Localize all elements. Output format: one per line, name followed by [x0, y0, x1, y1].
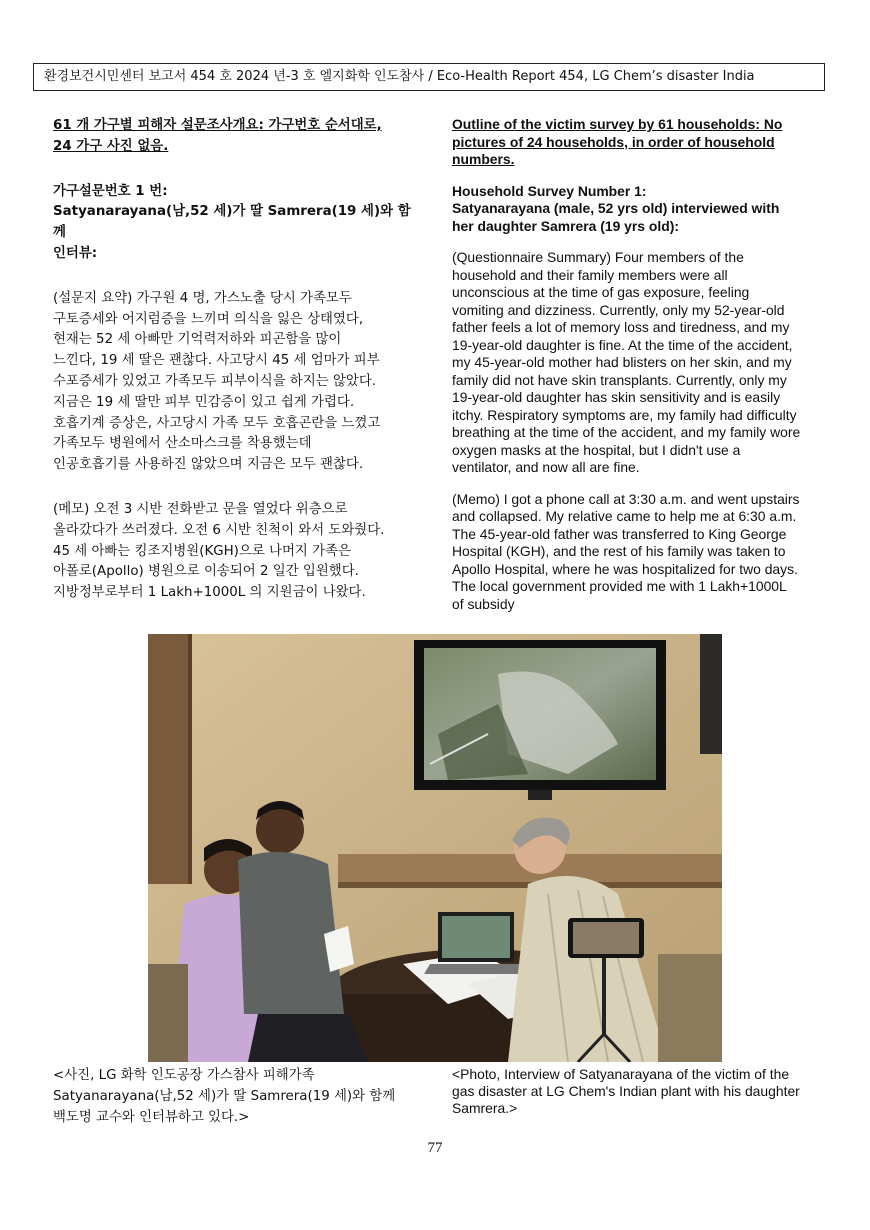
english-summary-line: breathing at the time of the accident, and my family wore [452, 424, 801, 440]
korean-survey-number: 가구설문번호 1 번: [53, 183, 168, 199]
english-memo-line: of subsidy [452, 595, 515, 612]
interview-photo [148, 634, 722, 1062]
english-summary-line: oxygen masks at the hospital, but I didn't use a [452, 441, 741, 458]
korean-memo [53, 500, 423, 604]
page-number: 77 [427, 1140, 443, 1156]
report-header-text: 환경보건시민센터 보고서 454 호 2024 년-3 호 엘지화학 인도참사 / Eco-Health Report 454, LG Chem’s disaster India [44, 69, 755, 84]
korean-summary-line: 느낀다, 19 세 딸은 괜찮다. 사고당시 45 세 엄마가 피부 [53, 353, 380, 369]
english-summary-line: ventilator, and now all are fine. [452, 459, 640, 475]
korean-memo-line: 올라갔다가 쓰러졌다. 오전 6 시반 친척이 와서 도와줬다. [53, 522, 385, 538]
korean-summary-line: 호흡기계 증상은, 사고당시 가족 모두 호흡곤란을 느꼈고 [53, 415, 381, 431]
korean-summary-line: 구토증세와 어지럼증을 느끼며 의식을 잃은 상태였다, [53, 311, 364, 327]
korean-title-line-1: 61 개 가구별 피해자 설문조사개요: 가구번호 순서대로, [53, 118, 382, 133]
korean-summary-line: 현재는 52 세 아빠만 기억력저하와 피곤함을 많이 [53, 332, 342, 348]
english-interviewee-line: Satyanarayana (male, 52 yrs old) interviewed with [452, 200, 780, 216]
english-column [452, 116, 824, 613]
english-survey-number: Household Survey Number 1: [452, 182, 647, 199]
korean-summary [53, 289, 423, 476]
english-summary-line: itchy. Respiratory symptoms are, my family had difficulty [452, 406, 797, 423]
korean-memo-line: 45 세 아빠는 킹조지병원(KGH)으로 나머지 가족은 [53, 543, 351, 559]
english-memo-line: The 45-year-old father was transferred to King George [452, 525, 787, 542]
english-caption-line: gas disaster at LG Chem's Indian plant with his daughter [452, 1083, 800, 1099]
english-memo-line: The local government provided me with 1 Lakh+1000L [452, 578, 787, 594]
english-summary-line: 19-year-old daughter has skin sensitivity and is easily [452, 389, 781, 405]
report-header [33, 63, 825, 91]
korean-summary-line: 지금은 19 세 딸만 피부 민감증이 있고 쉽게 가렵다. [53, 394, 355, 410]
english-summary-line: household and their family members were all [452, 266, 728, 283]
english-caption-line: <Photo, Interview of Satyanarayana of the victim of the [452, 1066, 790, 1082]
english-interviewee-line: her daughter Samrera (19 yrs old): [452, 217, 679, 234]
english-summary-line: father feels a lot of memory loss and tiredness, and my [452, 319, 790, 335]
korean-caption-line: 백도명 교수와 인터뷰하고 있다.> [53, 1109, 250, 1125]
korean-caption-line: <사진, LG 화학 인도공장 가스참사 피해가족 [53, 1068, 315, 1083]
english-summary [452, 249, 824, 477]
english-title-line: pictures of 24 households, in order of household [452, 133, 775, 150]
english-summary-line: 19-year-old daughter is fine. At the time of the accident, [452, 336, 793, 353]
korean-summary-line: (설문지 요약) 가구원 4 명, 가스노출 당시 가족모두 [53, 290, 352, 306]
korean-caption-line: Satyanarayana(남,52 세)가 딸 Samrera(19 세)와 함께 [53, 1088, 396, 1104]
korean-summary-line: 가족모두 병원에서 산소마스크를 착용했는데 [53, 436, 312, 452]
english-summary-line: unconscious at the time of gas exposure, feeling [452, 284, 750, 300]
korean-interviewee-line-2: 인터뷰: [53, 245, 98, 261]
korean-memo-line: 아폴로(Apollo) 병원으로 이송되어 2 일간 입원했다. [53, 564, 359, 580]
english-title [452, 116, 824, 169]
english-memo-line: (Memo) I got a phone call at 3:30 a.m. and went upstairs [452, 490, 800, 507]
english-summary-line: my 45-year-old mother had blisters on her skin, and my [452, 354, 792, 370]
english-summary-line: (Questionnaire Summary) Four members of the [452, 249, 744, 265]
korean-column [53, 116, 423, 604]
korean-title-line-2: 24 가구 사진 없음. [53, 138, 169, 154]
english-memo-line: Hospital (KGH), and the rest of his family was taken to [452, 543, 786, 559]
english-summary-line: family did not have skin transplants. Currently, only my [452, 371, 787, 388]
english-title-line: Outline of the victim survey by 61 households: No [452, 116, 783, 132]
korean-memo-line: (메모) 오전 3 시반 전화받고 문을 열었다 위층으로 [53, 501, 348, 517]
english-caption-line: Samrera.> [452, 1100, 518, 1116]
english-memo [452, 491, 824, 614]
korean-summary-line: 수포증세가 있었고 가족모두 피부이식을 하지는 않았다. [53, 373, 377, 389]
english-memo-line: and collapsed. My relative came to help me at 6:30 a.m. [452, 508, 797, 524]
korean-memo-line: 지방정부로부터 1 Lakh+1000L 의 지원금이 나왔다. [53, 585, 366, 601]
korean-summary-line: 인공호흡기를 사용하진 않았으며 지금은 모두 괜찮다. [53, 457, 364, 473]
korean-photo-caption [53, 1066, 433, 1128]
english-summary-line: vomiting and dizziness. Currently, only my 52-year-old [452, 301, 785, 318]
english-title-line: numbers. [452, 151, 515, 167]
english-memo-line: Apollo Hospital, where he was hospitalized for two days. [452, 560, 798, 577]
korean-interviewee-line-1: Satyanarayana(남,52 세)가 딸 Samrera(19 세)와 함께 [53, 204, 411, 241]
english-photo-caption [452, 1066, 832, 1117]
